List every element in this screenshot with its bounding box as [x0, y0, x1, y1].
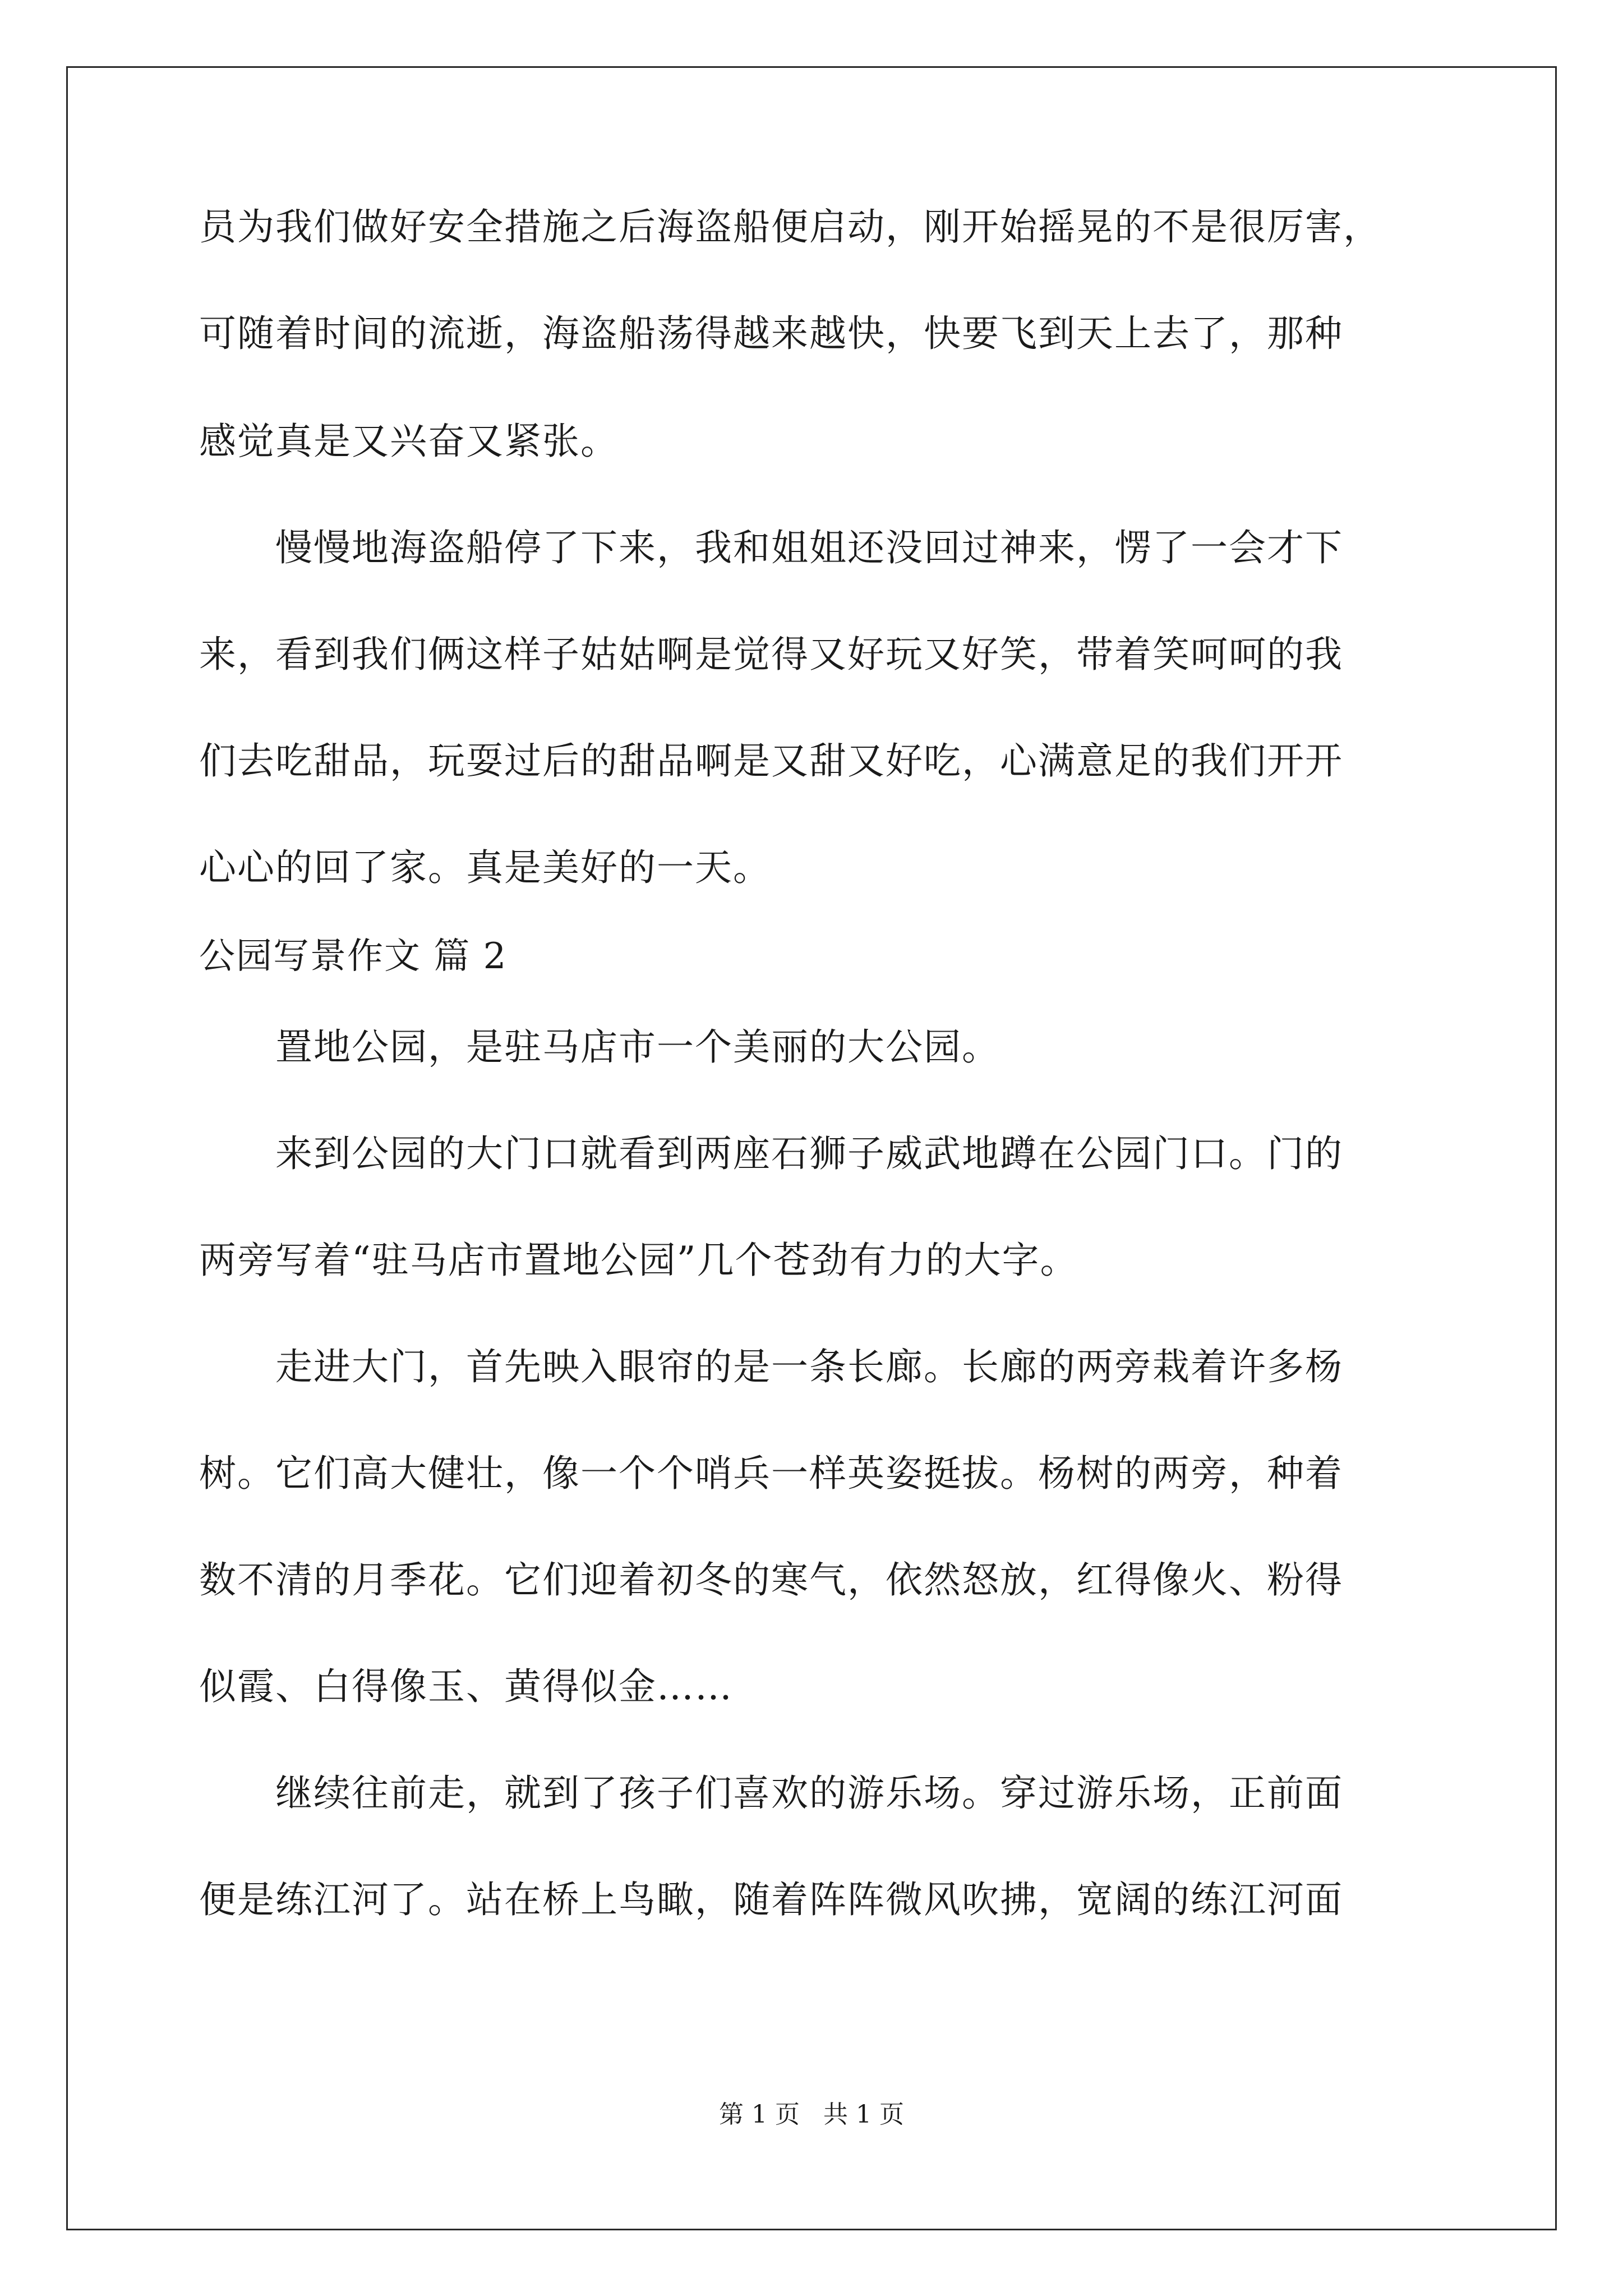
- text-line: 可随着时间的流逝，海盗船荡得越来越快，快要飞到天上去了，那种: [199, 312, 1343, 355]
- text-line: 似霞、白得像玉、黄得似金……: [199, 1665, 733, 1708]
- text-line: 走进大门，首先映入眼帘的是一条长廊。长廊的两旁栽着许多杨: [199, 1345, 1343, 1388]
- text-line: 置地公园，是驻马店市一个美丽的大公园。: [199, 1025, 1000, 1069]
- text-line: 树。它们高大健壮，像一个个哨兵一样英姿挺拔。杨树的两旁，种着: [199, 1452, 1343, 1495]
- text-line: 两旁写着“驻马店市置地公园”几个苍劲有力的大字。: [199, 1239, 1078, 1282]
- section-heading: 公园写景作文 篇 2: [199, 936, 508, 977]
- text-line: 数不清的月季花。它们迎着初冬的寒气，依然怒放，红得像火、粉得: [199, 1558, 1343, 1602]
- text-line: 感觉真是又兴奋又紧张。: [199, 420, 619, 463]
- text-line: 继续往前走，就到了孩子们喜欢的游乐场。穿过游乐场，正前面: [199, 1772, 1343, 1815]
- text-line: 慢慢地海盗船停了下来，我和姐姐还没回过神来，愣了一会才下: [199, 526, 1343, 569]
- text-line: 来到公园的大门口就看到两座石狮子威武地蹲在公园门口。门的: [199, 1132, 1343, 1175]
- text-line: 们去吃甜品，玩耍过后的甜品啊是又甜又好吃，心满意足的我们开开: [199, 739, 1343, 783]
- page-footer: 第 1 页 共 1 页: [719, 2100, 904, 2129]
- text-line: 员为我们做好安全措施之后海盗船便启动，刚开始摇晃的不是很厉害，: [199, 205, 1381, 249]
- text-line: 心心的回了家。真是美好的一天。: [199, 846, 771, 889]
- text-line: 便是练江河了。站在桥上鸟瞰，随着阵阵微风吹拂，宽阔的练江河面: [199, 1878, 1343, 1921]
- text-line: 来，看到我们俩这样子姑姑啊是觉得又好玩又好笑，带着笑呵呵的我: [199, 633, 1343, 676]
